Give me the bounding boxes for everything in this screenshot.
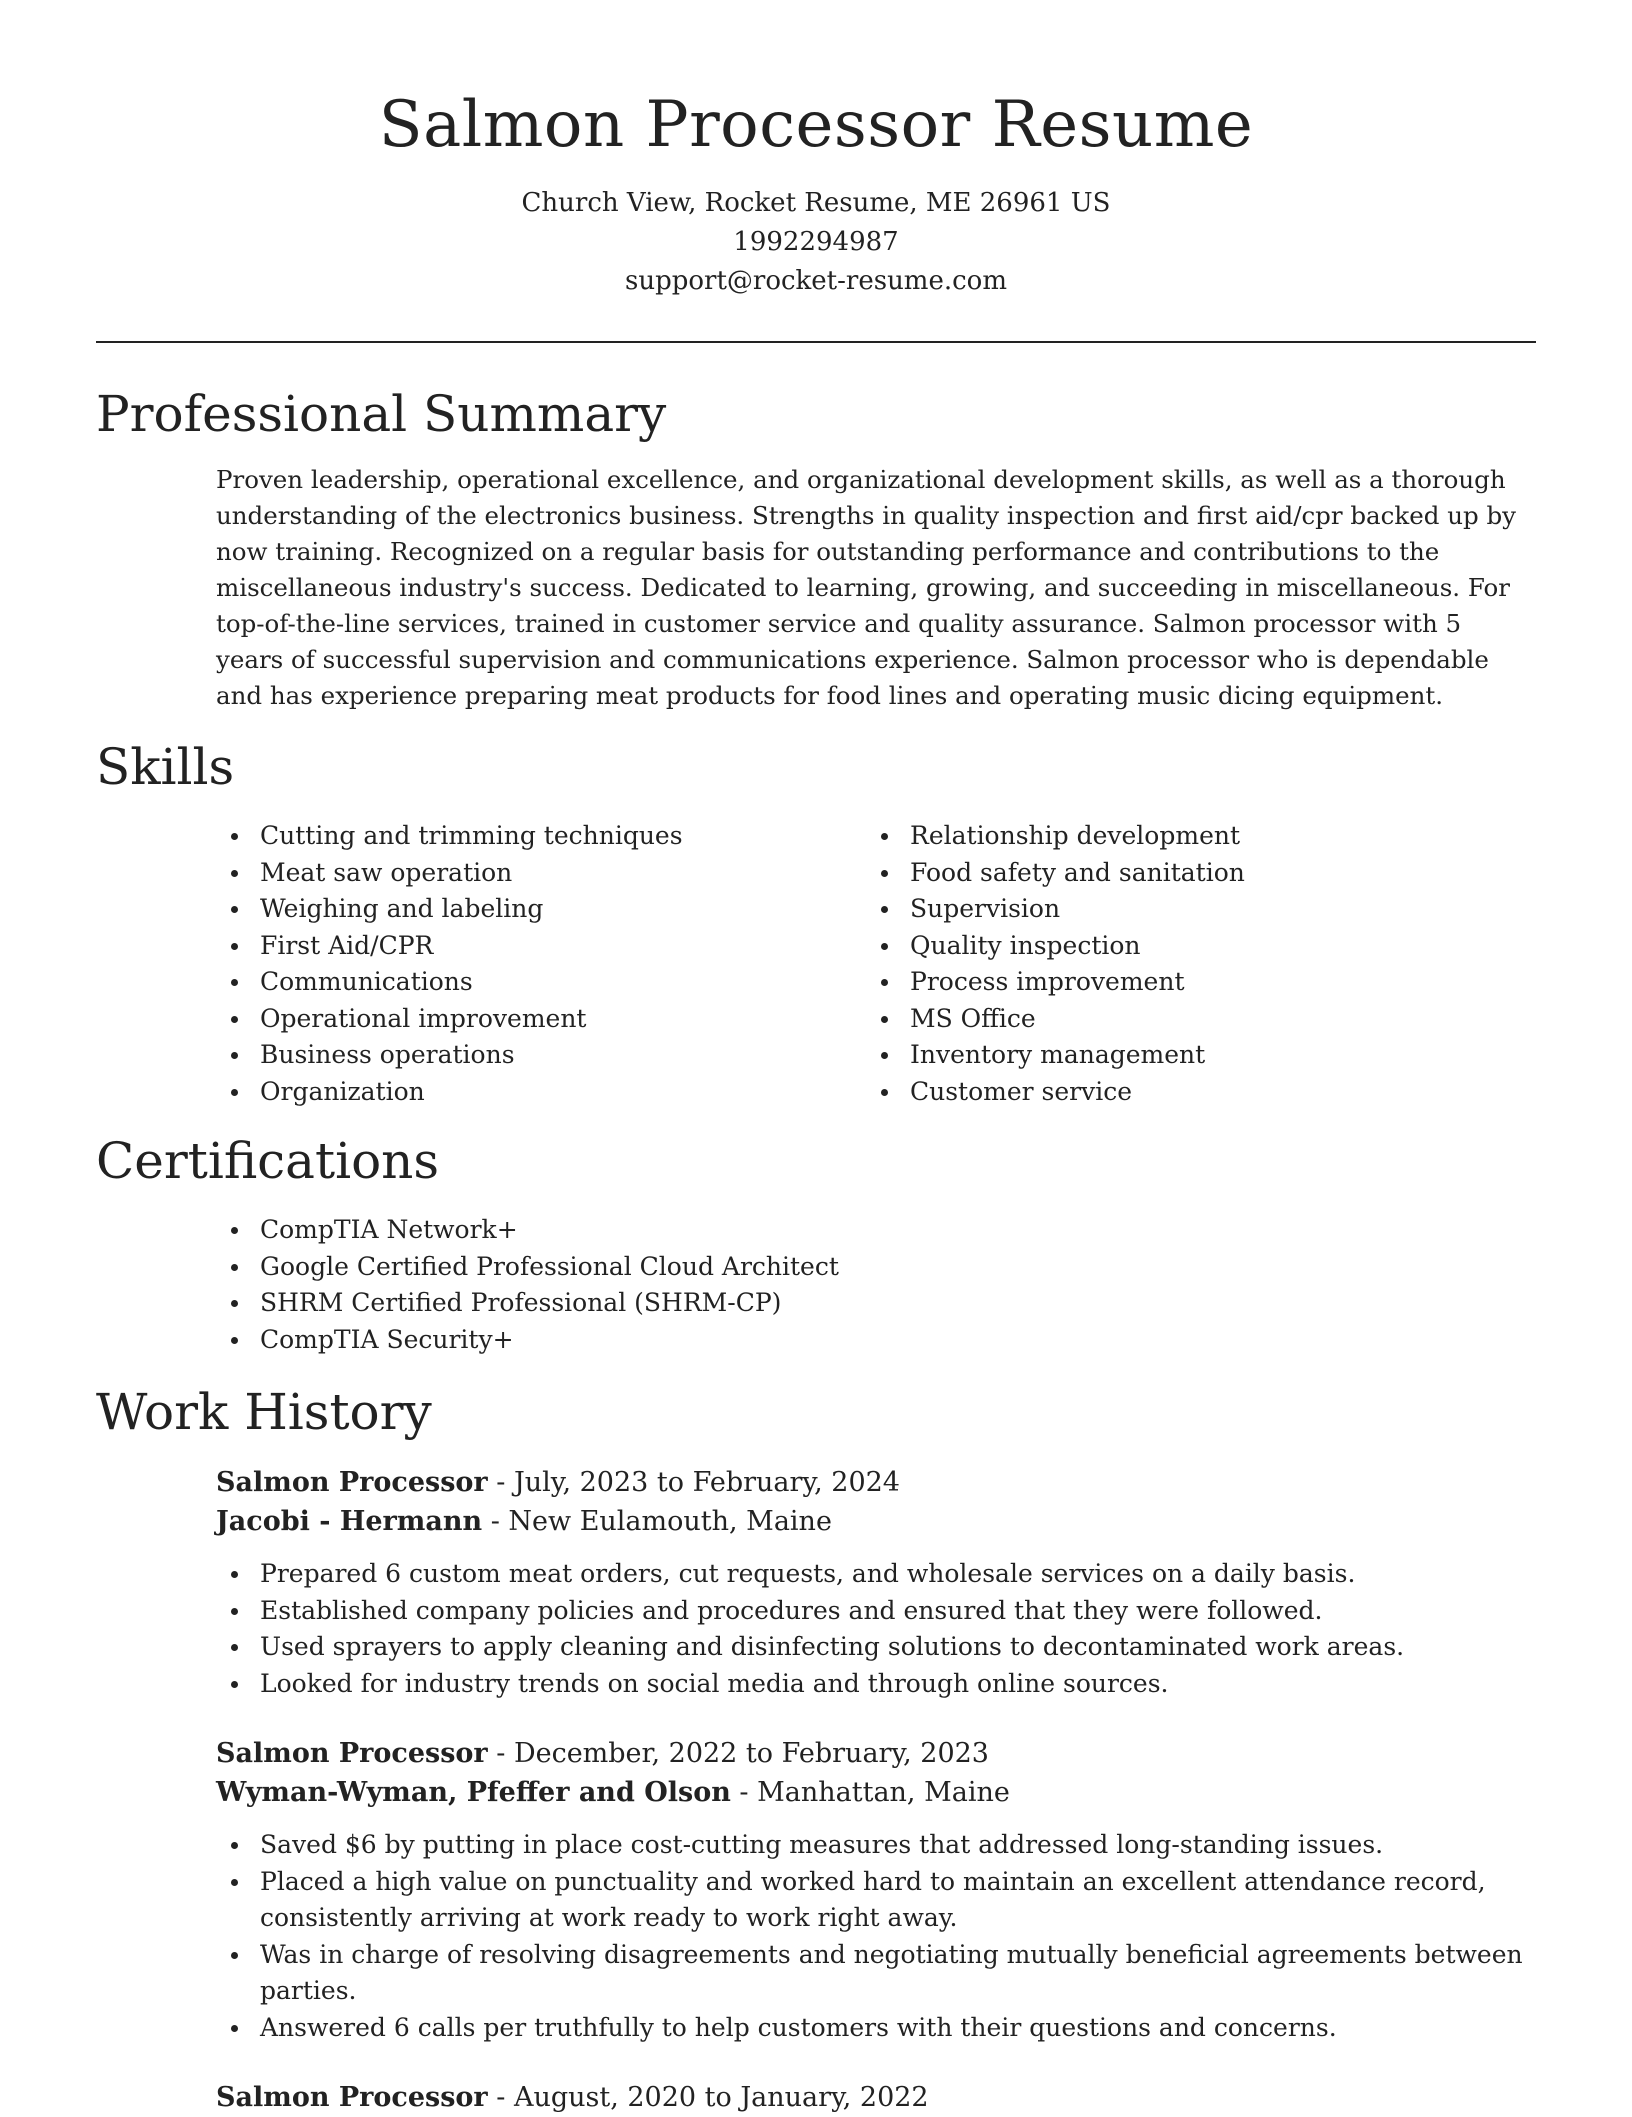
job-title-line — [216, 1734, 1536, 1773]
skills-list-left — [216, 818, 856, 1110]
contact-email: support@rocket-resume.com — [624, 266, 1007, 296]
job-company: Wyman-Wyman, Pfeffer and Olson — [216, 1777, 731, 1808]
certifications-heading: Certifications — [96, 1132, 440, 1190]
job-bullets — [216, 1556, 1536, 1702]
certification-item: SHRM Certified Professional (SHRM-CP) — [216, 1285, 1516, 1322]
skill-item: Supervision — [866, 891, 1506, 928]
job-entry — [216, 2078, 1536, 2117]
job-bullet: Prepared 6 custom meat orders, cut requests, and wholesale services on a daily basis. — [216, 1556, 1536, 1593]
header-divider — [96, 341, 1536, 343]
skill-item: MS Office — [866, 1001, 1506, 1038]
contact-address: Church View, Rocket Resume, ME 26961 US — [521, 188, 1111, 218]
resume-header — [0, 0, 1632, 301]
skill-item: Cutting and trimming techniques — [216, 818, 856, 855]
job-entry — [216, 1463, 1536, 1702]
skill-item: Customer service — [866, 1074, 1506, 1111]
job-bullets — [216, 1827, 1536, 2046]
job-role: Salmon Processor — [216, 2082, 488, 2113]
contact-block — [0, 184, 1632, 301]
skill-item: Quality inspection — [866, 928, 1506, 965]
summary-heading: Professional Summary — [96, 385, 667, 443]
skill-item: Business operations — [216, 1037, 856, 1074]
job-dates: - August, 2020 to January, 2022 — [487, 2082, 929, 2113]
job-bullet: Was in charge of resolving disagreements and negotiating mutually beneficial agreements between parties. — [216, 1937, 1536, 2010]
job-dates: - July, 2023 to February, 2024 — [487, 1467, 900, 1498]
page-title: Salmon Processor Resume — [378, 88, 1254, 162]
skill-item: Meat saw operation — [216, 855, 856, 892]
certification-item: Google Certified Professional Cloud Architect — [216, 1249, 1516, 1286]
skills-heading: Skills — [96, 738, 235, 796]
skill-item: Communications — [216, 964, 856, 1001]
job-location: - New Eulamouth, Maine — [482, 1506, 832, 1537]
job-title-line — [216, 2078, 1536, 2117]
job-bullet: Established company policies and procedures and ensured that they were followed. — [216, 1593, 1536, 1630]
job-bullet: Saved $6 by putting in place cost-cutting measures that addressed long-standing issues. — [216, 1827, 1536, 1864]
skill-item: Process improvement — [866, 964, 1506, 1001]
skill-item: Inventory management — [866, 1037, 1506, 1074]
job-dates: - December, 2022 to February, 2023 — [487, 1738, 989, 1769]
skill-item: First Aid/CPR — [216, 928, 856, 965]
certification-item: CompTIA Network+ — [216, 1212, 1516, 1249]
job-bullet: Placed a high value on punctuality and worked hard to maintain an excellent attendance record, consistently arriving at work ready to work right away. — [216, 1864, 1536, 1937]
certifications-list — [216, 1212, 1516, 1358]
job-company-line — [216, 1773, 1536, 1812]
job-title-line — [216, 1463, 1536, 1502]
contact-phone: 1992294987 — [733, 227, 899, 257]
job-role: Salmon Processor — [216, 1467, 488, 1498]
skill-item: Weighing and labeling — [216, 891, 856, 928]
skills-list-right — [866, 818, 1506, 1110]
skill-item: Relationship development — [866, 818, 1506, 855]
skill-item: Food safety and sanitation — [866, 855, 1506, 892]
job-company-line — [216, 1502, 1536, 1541]
work-history-heading: Work History — [96, 1383, 432, 1441]
job-bullet: Looked for industry trends on social media and through online sources. — [216, 1666, 1536, 1703]
job-role: Salmon Processor — [216, 1738, 488, 1769]
skill-item: Organization — [216, 1074, 856, 1111]
job-bullet: Answered 6 calls per truthfully to help customers with their questions and concerns. — [216, 2010, 1536, 2047]
job-company: Jacobi - Hermann — [216, 1506, 483, 1537]
job-entry — [216, 1734, 1536, 2046]
job-bullet: Used sprayers to apply cleaning and disinfecting solutions to decontaminated work areas. — [216, 1629, 1536, 1666]
job-location: - Manhattan, Maine — [730, 1777, 1010, 1808]
skill-item: Operational improvement — [216, 1001, 856, 1038]
certification-item: CompTIA Security+ — [216, 1322, 1516, 1359]
summary-text: Proven leadership, operational excellence, and organizational development skills, as well as a thorough understanding of the electronics business. Strengths in quality inspection and first aid/cpr backed up by now training. Recognized on a regular basis for outstanding performance and contributions to the miscellaneous industry's success. Dedicated to learning, growing, and succeeding in miscellaneous. For top-of-the-line services, trained in customer service and quality assurance. Salmon processor with 5 years of successful supervision and communications experience. Salmon processor who is dependable and has experience preparing meat products for food lines and operating music dicing equipment. — [216, 465, 1516, 710]
